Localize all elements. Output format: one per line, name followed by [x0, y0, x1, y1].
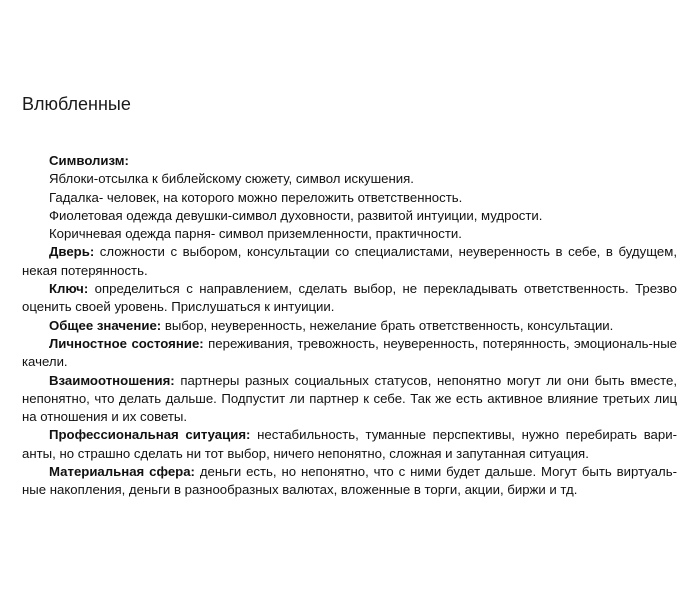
paragraph-symbolism-heading — [22, 152, 677, 170]
paragraph-text: определиться с направлением, сделать выбор, не перекладывать ответственность. Трезво оценить своей уровень. Прислушаться к интуиции. — [22, 281, 677, 315]
paragraph-label: Символизм: — [49, 153, 129, 168]
paragraph-professional — [22, 426, 677, 463]
paragraph-key — [22, 280, 677, 317]
paragraph-material — [22, 463, 677, 500]
paragraph-general-meaning — [22, 317, 677, 335]
paragraph-label: Дверь: — [49, 244, 95, 260]
paragraph-label: Общее значение: — [49, 317, 162, 333]
paragraph-brown-clothes — [22, 225, 677, 243]
paragraph-label: Материальная сфера: — [49, 464, 195, 480]
paragraph-text: Гадалка- человек, на которого можно переложить ответственность. — [49, 189, 463, 205]
paragraph-text: нестабильность, туманные перспективы, нужно перебирать вари-анты, но страшно сделать ни тот выбор, ничего непонятно, сложная и запутанная ситуация. — [22, 427, 677, 461]
paragraph-label: Ключ: — [49, 281, 89, 297]
paragraph-door — [22, 243, 677, 280]
page-title: Влюбленные — [22, 94, 131, 114]
paragraph-text: Коричневая одежда парня- символ приземленности, практичности. — [49, 226, 462, 242]
paragraph-label: Личностное состояние: — [49, 335, 204, 351]
paragraph-label: Взаимоотношения: — [49, 372, 175, 388]
paragraph-text: переживания, тревожность, неуверенность, потерянность, эмоциональ-ные качели. — [22, 335, 678, 370]
paragraph-text: сложности с выбором, консультации со специалистами, неуверенность в себе, в будущем, некая потерянность. — [22, 244, 677, 278]
document-body — [22, 152, 677, 500]
paragraph-text: партнеры разных социальных статусов, непонятно могут ли они быть вместе, непонятно, что делать дальше. Подпустит ли партнер к себе. Так же есть активное влияние третьих лиц на отношения и их советы. — [22, 372, 677, 425]
paragraph-text: деньги есть, но непонятно, что с ними будет дальше. Могут быть виртуаль-ные накопления, деньги в разнообразных валютах, вложенные в торги, акции, биржи и тд. — [22, 464, 677, 498]
paragraph-relationships — [22, 372, 677, 427]
paragraph-personal-state — [22, 335, 677, 372]
paragraph-text: выбор, неуверенность, нежелание брать ответственность, консультации. — [161, 317, 614, 333]
paragraph-label: Профессиональная ситуация: — [49, 427, 251, 443]
paragraph-fortune-teller — [22, 189, 677, 207]
paragraph-violet-clothes — [22, 207, 677, 225]
paragraph-text: Фиолетовая одежда девушки-символ духовности, развитой интуиции, мудрости. — [49, 207, 543, 223]
paragraph-text: Яблоки-отсылка к библейскому сюжету, символ искушения. — [49, 171, 414, 187]
paragraph-apples — [22, 170, 677, 188]
